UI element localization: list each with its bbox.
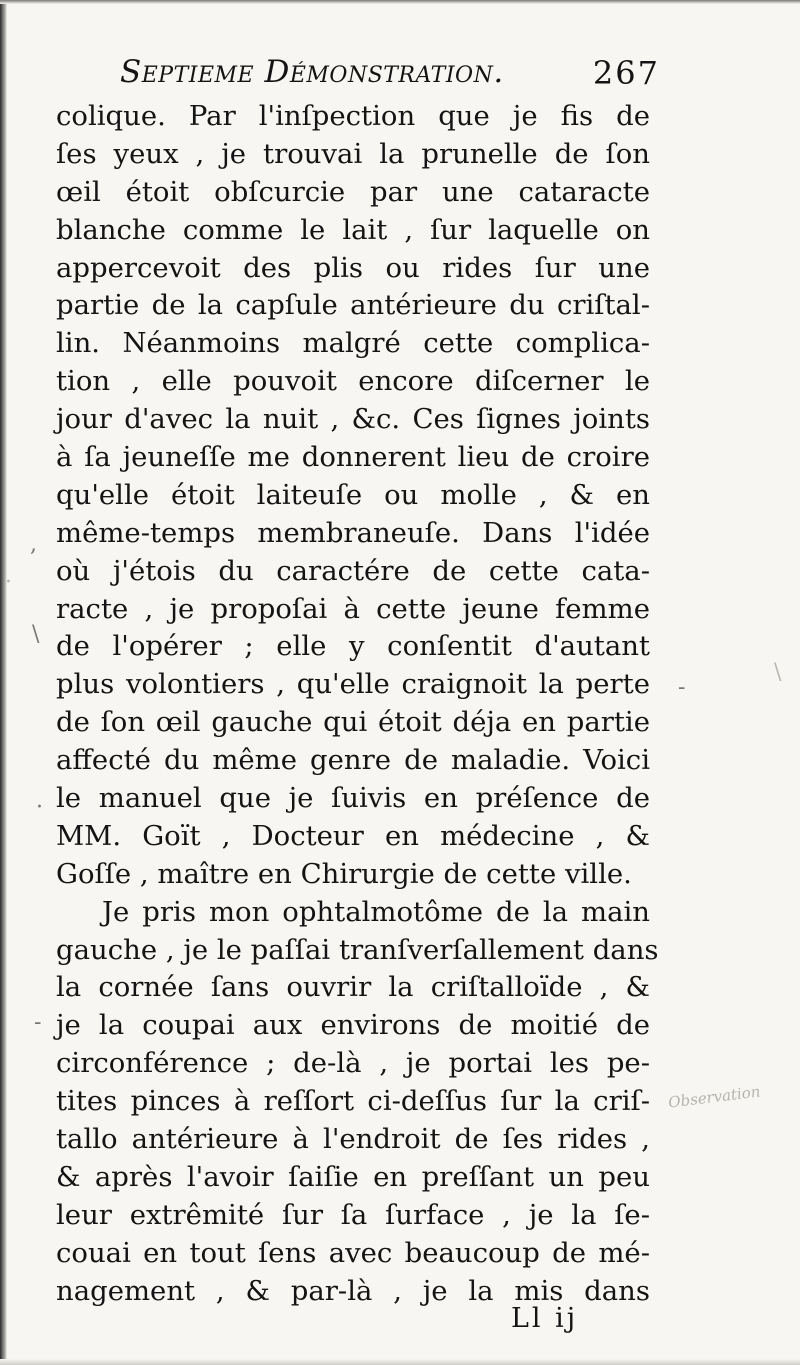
text-line: où j'étois du caractére de cette cata- — [56, 554, 650, 587]
stray-mark: , — [30, 532, 37, 557]
stray-mark: - — [678, 675, 686, 700]
running-title: Septieme Démonstration. — [120, 54, 504, 90]
text-line: tites pinces à reſſort ci-deſſus ſur la criſ- — [56, 1085, 650, 1118]
text-line: à ſa jeuneſſe me donnerent lieu de croire — [56, 441, 650, 474]
signature-mark: Ll ij — [511, 1303, 579, 1334]
text-line: je la coupai aux environs de moitié de — [56, 1009, 650, 1042]
text-line: qu'elle étoit laiteuſe ou molle , & en — [56, 478, 650, 511]
text-line: gauche , je le paſſai tranſverſallement dans — [56, 933, 659, 966]
stray-mark: · — [36, 795, 43, 820]
stray-mark: · — [5, 570, 12, 595]
text-line: nagement , & par-là , je la mis dans — [56, 1274, 650, 1307]
text-line: jour d'avec la nuit , &c. Ces ſignes joints — [56, 403, 650, 436]
text-line: la cornée ſans ouvrir la criſtalloïde , & — [56, 971, 650, 1004]
text-line: tion , elle pouvoit encore diſcerner le — [56, 365, 650, 398]
text-line: œil étoit obſcurcie par une cataracte — [56, 175, 650, 208]
text-line: colique. Par l'inſpection que je fis de — [56, 100, 650, 132]
text-line: le manuel que je ſuivis en préſence de — [56, 782, 650, 815]
margin-note: Observation — [667, 1082, 762, 1112]
stray-mark: - — [34, 1010, 42, 1035]
text-line: même-temps membraneuſe. Dans l'idée — [56, 516, 650, 549]
text-line: Goſſe , maître en Chirurgie de cette ville. — [56, 857, 632, 890]
running-head — [120, 44, 660, 104]
scan-edge-top — [0, 0, 800, 4]
text-line: racte , je propoſai à cette jeune femme — [56, 592, 650, 625]
text-line: blanche comme le lait , ſur laquelle on — [56, 213, 650, 246]
text-line: appercevoit des plis ou rides ſur une — [56, 251, 650, 284]
text-line: Je pris mon ophtalmotôme de la main — [102, 895, 650, 928]
stray-mark: \ — [774, 660, 782, 685]
text-line: leur extrêmité ſur ſa ſurface , je la ſe- — [56, 1198, 650, 1231]
scan-edge-bottom — [0, 1359, 800, 1365]
page-number: 267 — [592, 54, 660, 92]
text-line: circonférence ; de-là , je portai les pe- — [56, 1047, 650, 1080]
text-line: couai en tout ſens avec beaucoup de mé- — [56, 1236, 650, 1269]
text-line: plus volontiers , qu'elle craignoit la perte — [56, 668, 650, 701]
text-line: tallo antérieure à l'endroit de ſes rides , — [56, 1123, 650, 1156]
text-line: de ſon œil gauche qui étoit déja en partie — [56, 706, 650, 739]
text-line: affecté du même genre de maladie. Voici — [56, 744, 650, 777]
text-line: MM. Goït , Docteur en médecine , & — [56, 819, 650, 852]
text-line: lin. Néanmoins malgré cette complica- — [56, 327, 650, 360]
body-text — [56, 98, 659, 1311]
stray-mark: \ — [32, 622, 40, 647]
text-line: de l'opérer ; elle y conſentit d'autant — [56, 630, 650, 663]
scan-edge-left — [0, 0, 7, 1365]
text-line: & après l'avoir ſaiſie en preſſant un peu — [56, 1160, 650, 1193]
text-line: partie de la capſule antérieure du criſtal- — [56, 289, 650, 322]
text-line: ſes yeux , je trouvai la prunelle de ſon — [56, 137, 650, 170]
